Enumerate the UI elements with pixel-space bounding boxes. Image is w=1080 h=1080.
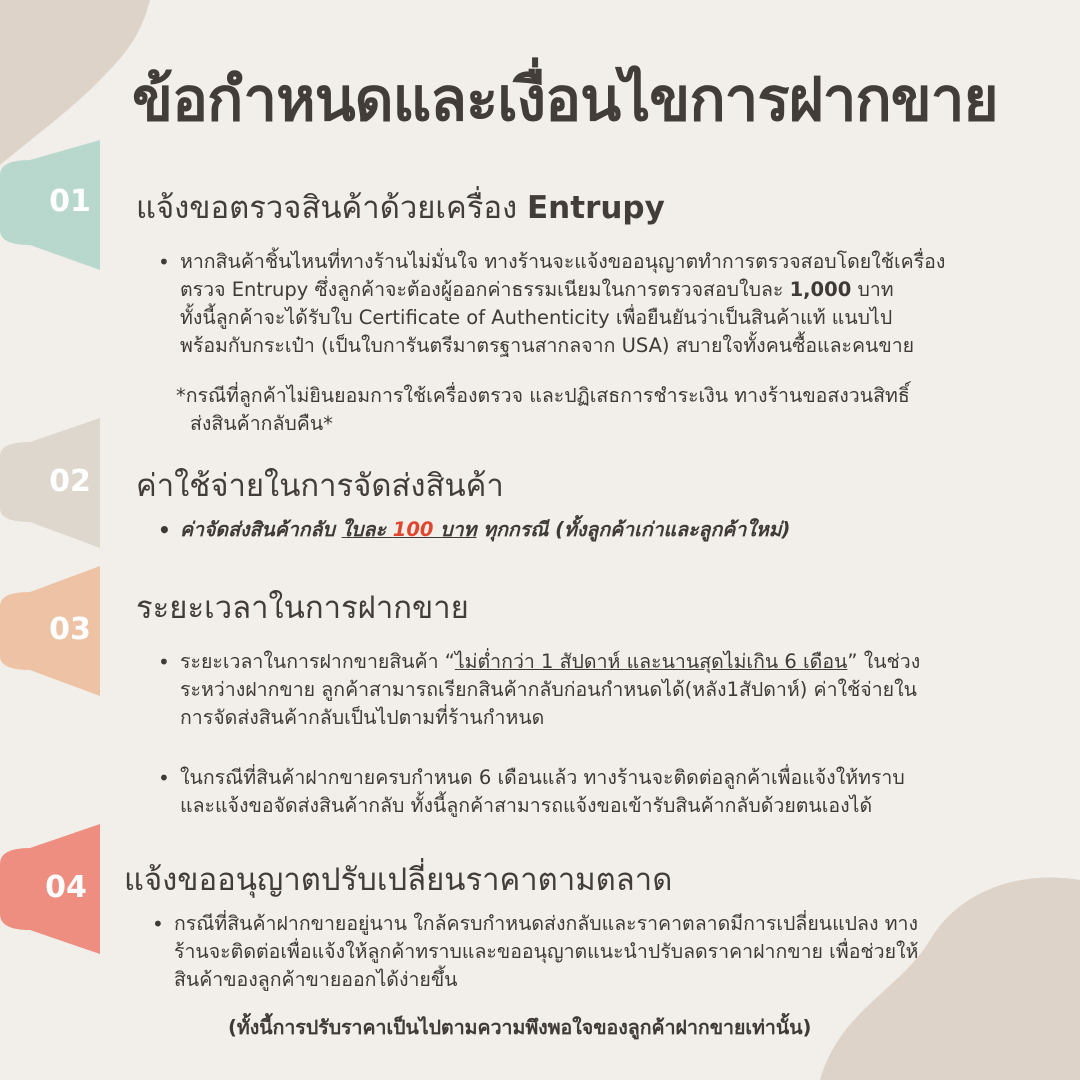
text-line: และแจ้งขอจัดส่งสินค้ากลับ ทั้งนี้ลูกค้าสามารถแจ้งขอเข้ารับสินค้ากลับด้วยตนเองได้ [180,794,873,817]
text-line: การจัดส่งสินค้ากลับเป็นไปตามที่ร้านกำหนด [180,706,545,729]
text-line: ในกรณีที่สินค้าฝากขายครบกำหนด 6 เดือนแล้ว ทางร้านจะติดต่อลูกค้าเพื่อแจ้งให้ทราบ [180,766,905,789]
bullet-dot: • [158,518,171,542]
section-heading-04: แจ้งขออนุญาตปรับเปลี่ยนราคาตามตลาด [124,862,673,898]
text-span: ตรวจ Entrupy ซึ่งลูกค้าจะต้องผู้ออกค่าธรรมเนียมในการตรวจสอบใบละ [180,278,790,301]
section-heading-01 [136,182,665,232]
text-line [180,648,1050,676]
section-number-04: 04 [45,870,87,905]
text-line: กรณีที่สินค้าฝากขายอยู่นาน ใกล้ครบกำหนดส่งกลับและราคาตลาดมีการเปลี่ยนแปลง ทาง [174,912,919,935]
section-03-paragraph-2 [158,764,1050,820]
duration-underlined: ไม่ต่ำกว่า 1 สัปดาห์ และนานสุดไม่เกิน 6 เดือน [454,650,848,673]
text-span: ค่าจัดส่งสินค้ากลับ [180,518,342,541]
bullet-dot: • [152,912,164,936]
bullet-dot: • [158,250,170,274]
text-line: ระหว่างฝากขาย ลูกค้าสามารถเรียกสินค้ากลับก่อนกำหนดได้(หลัง1สัปดาห์) ค่าใช้จ่ายใน [180,678,917,701]
fee-amount: 1,000 [789,278,852,301]
section-01-paragraph [158,248,1050,360]
text-line: สินค้าของลูกค้าขายออกได้ง่ายขึ้น [174,968,458,991]
text-line: พร้อมกับกระเป๋า (เป็นใบการันตรีมาตรฐานสากลจาก USA) สบายใจทั้งคนซื้อและคนขาย [180,334,915,357]
text-span: บาท [433,518,477,541]
section-04-footnote: (ทั้งนี้การปรับราคาเป็นไปตามความพึงพอใจของลูกค้าฝากขายเท่านั้น) [228,1016,812,1039]
text-line: ทั้งนี้ลูกค้าจะได้รับใบ Certificate of Authenticity เพื่อยืนยันว่าเป็นสินค้าแท้ แนบไป [180,306,893,329]
section-02-paragraph [158,516,1050,544]
bullet-dot: • [158,766,170,790]
text-line: หากสินค้าชิ้นไหนที่ทางร้านไม่มั่นใจ ทางร้านจะแจ้งขออนุญาตทำการตรวจสอบโดยใช้เครื่อง [180,250,946,273]
text-line: ร้านจะติดต่อเพื่อแจ้งให้ลูกค้าทราบและขออนุญาตแนะนำปรับลดราคาฝากขาย เพื่อช่วยให้ [174,940,919,963]
heading-text: แจ้งขอตรวจสินค้าด้วยเครื่อง [136,190,527,226]
section-number-02: 02 [49,464,91,499]
text-span: ใบละ [341,518,393,541]
section-03-paragraph-1 [158,648,1050,732]
note-line: ส่งสินค้ากลับคืน* [190,412,333,435]
section-04-paragraph [152,910,1050,994]
section-number-01: 01 [49,184,91,219]
text-line [180,276,1050,304]
section-number-03: 03 [49,612,91,647]
page-title: ข้อกำหนดและเงื่อนไขการฝากขาย [132,65,998,135]
shipping-fee-amount: 100 [392,518,434,541]
text-span: ” ในช่วง [847,650,921,673]
heading-brand: Entrupy [527,190,665,226]
bullet-dot: • [158,650,170,674]
section-heading-03: ระยะเวลาในการฝากขาย [136,590,469,626]
note-line: *กรณีที่ลูกค้าไม่ยินยอมการใช้เครื่องตรวจ และปฏิเสธการชำระเงิน ทางร้านขอสงวนสิทธิ์ [176,384,910,407]
section-01-note [176,382,1056,438]
fee-underlined [342,518,477,541]
text-span: ทุกกรณี (ทั้งลูกค้าเก่าและลูกค้าใหม่) [476,518,791,541]
section-heading-02: ค่าใช้จ่ายในการจัดส่งสินค้า [136,468,504,504]
text-span: บาท [851,278,894,301]
text-span: ระยะเวลาในการฝากขายสินค้า “ [180,650,455,673]
